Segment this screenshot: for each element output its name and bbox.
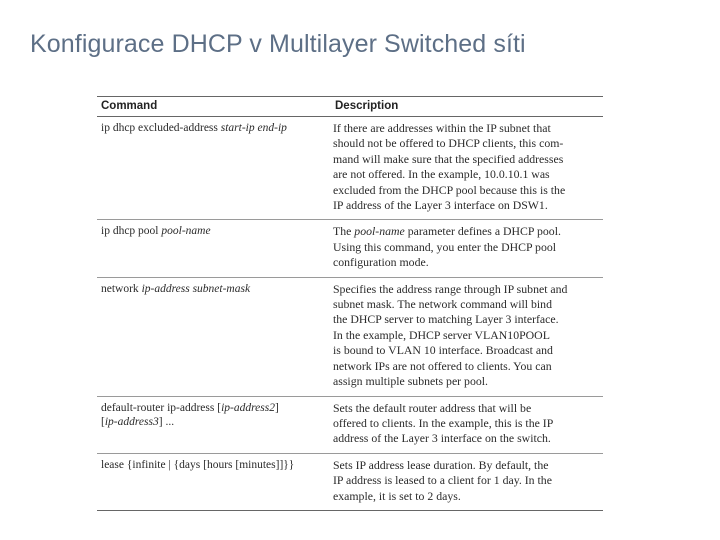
cell-line [333, 198, 600, 213]
text-run: [ [101, 415, 105, 428]
italic-parameter: pool-name [354, 224, 405, 239]
header-description: Description [335, 100, 399, 112]
table-row [97, 220, 603, 277]
cell-line [333, 167, 600, 182]
cell-line [333, 312, 600, 327]
cell-line [101, 121, 328, 135]
text-run: offered to clients. In the example, this is the IP [333, 415, 554, 430]
text-run: ip dhcp excluded-address [101, 122, 221, 134]
cell-line [333, 416, 600, 431]
cell-line [101, 224, 328, 238]
command-cell [97, 396, 331, 453]
cell-line [101, 458, 328, 472]
text-run: Specifies the address range through IP subnet and [333, 281, 568, 296]
cell-line [333, 374, 600, 389]
slide-title: Konfigurace DHCP v Multilayer Switched síti [30, 30, 526, 58]
text-run: Using this command, you enter the DHCP pool [333, 239, 557, 254]
text-run: address of the Layer 3 interface on the switch. [333, 431, 551, 446]
cell-line [333, 489, 600, 504]
text-run: Sets IP address lease duration. By default, the [333, 457, 549, 472]
italic-parameter: pool-name [161, 225, 211, 238]
header-command: Command [101, 100, 158, 112]
text-run: network IPs are not offered to clients. You can [333, 358, 552, 373]
text-run: ip dhcp pool [101, 225, 162, 238]
description-cell [331, 277, 603, 396]
text-run: IP address of the Layer 3 interface on DSW1. [333, 198, 548, 213]
table-header-row [97, 97, 603, 117]
text-run: The [333, 224, 355, 239]
text-run: ] [274, 401, 279, 414]
text-run: default-router ip-address [ [101, 401, 222, 414]
cell-line [333, 121, 600, 136]
description-cell [331, 117, 603, 220]
text-run: In the example, DHCP server VLAN10POOL [333, 327, 550, 342]
cell-line [333, 297, 600, 312]
text-run: ] ... [158, 415, 175, 428]
cell-line [333, 343, 600, 358]
text-run: is bound to VLAN 10 interface. Broadcast and [333, 343, 553, 358]
command-cell [97, 277, 331, 396]
text-run: lease {infinite | {days [hours [minutes]]}} [101, 458, 295, 471]
text-run: network [101, 282, 142, 295]
table-body [97, 117, 603, 511]
text-run: Sets the default router address that will be [333, 400, 532, 415]
table-row [97, 277, 603, 396]
cell-line [333, 458, 600, 473]
description-cell [331, 453, 603, 510]
italic-parameter: ip-address3 [104, 415, 159, 428]
italic-parameter: ip-address2 [221, 401, 275, 414]
text-run: should not be offered to DHCP clients, this com- [333, 136, 564, 151]
text-run: subnet mask. The network command will bind [333, 297, 552, 312]
description-cell [331, 396, 603, 453]
text-run: excluded from the DHCP pool because this is the [333, 182, 566, 197]
cell-line [333, 152, 600, 167]
command-cell [97, 453, 331, 510]
table-row [97, 117, 603, 220]
cell-line [333, 183, 600, 198]
italic-parameter: ip-address subnet-mask [141, 282, 251, 295]
text-run: assign multiple subnets per pool. [333, 374, 488, 389]
table-row [97, 453, 603, 510]
cell-line [333, 136, 600, 151]
cell-line [101, 401, 328, 415]
cell-line [333, 224, 600, 239]
command-cell [97, 220, 331, 277]
cell-line [333, 328, 600, 343]
cell-line [333, 255, 600, 270]
text-run: mand will make sure that the specified addresses [333, 151, 564, 166]
text-run: example, it is set to 2 days. [333, 488, 461, 503]
cell-line [333, 401, 600, 416]
text-run: are not offered. In the example, 10.0.10.1 was [333, 167, 550, 182]
cell-line [333, 282, 600, 297]
text-run: configuration mode. [333, 255, 429, 270]
cell-line [333, 359, 600, 374]
italic-parameter: start-ip end-ip [220, 122, 287, 134]
text-run: IP address is leased to a client for 1 day. In the [333, 473, 552, 488]
cell-line [333, 240, 600, 255]
table-row [97, 396, 603, 453]
command-table-container [97, 96, 603, 511]
command-cell [97, 117, 331, 220]
cell-line [101, 415, 328, 429]
cell-line [333, 473, 600, 488]
text-run: parameter defines a DHCP pool. [404, 224, 561, 239]
text-run: the DHCP server to matching Layer 3 interface. [333, 312, 559, 327]
text-run: If there are addresses within the IP subnet that [333, 121, 551, 135]
cell-line [101, 282, 328, 296]
command-table [97, 96, 603, 511]
cell-line [333, 431, 600, 446]
description-cell [331, 220, 603, 277]
